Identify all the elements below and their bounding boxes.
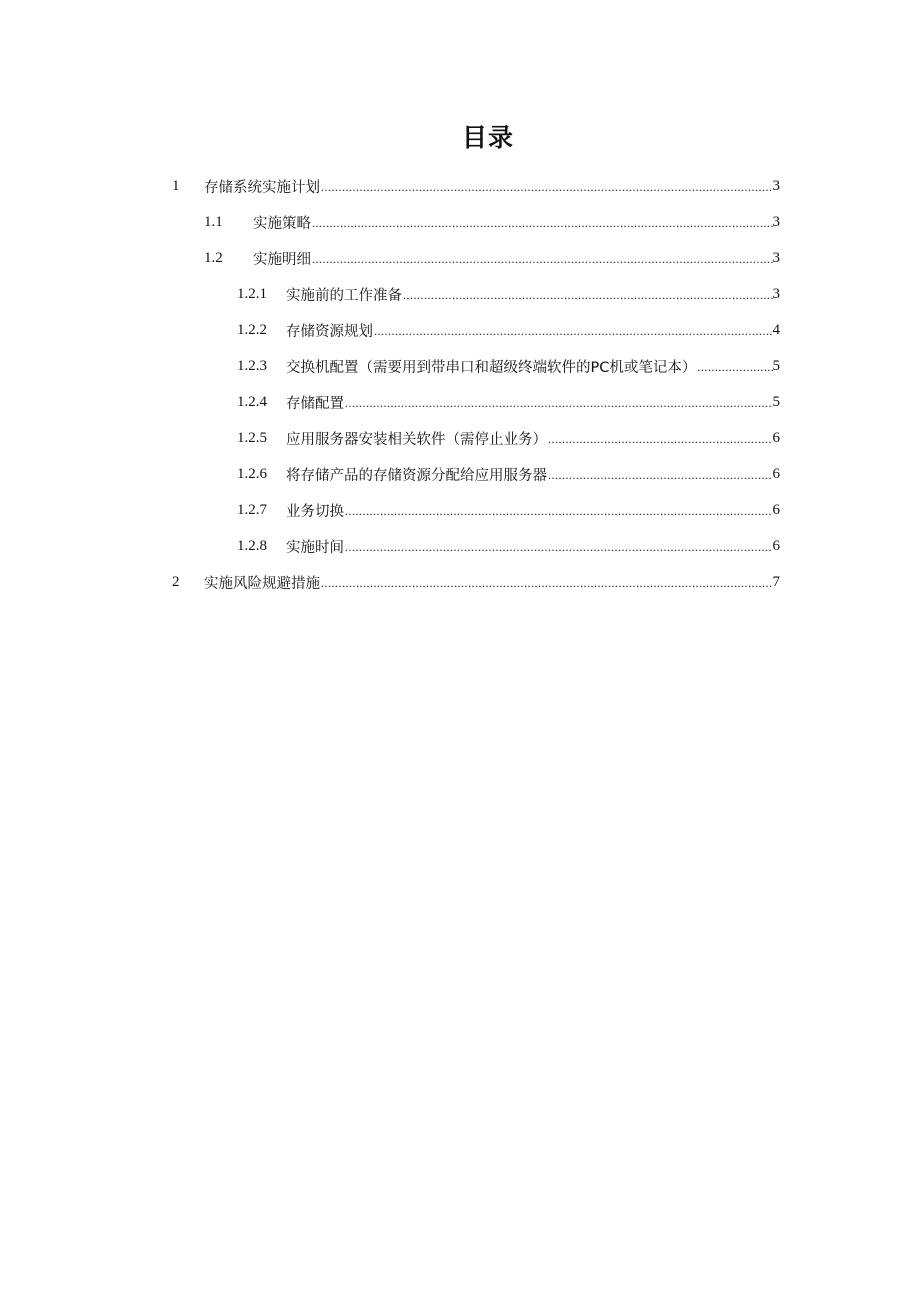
toc-entry-line: [253, 240, 780, 276]
toc-entry-page: 4: [772, 321, 780, 338]
toc-entry-page: 3: [772, 285, 780, 302]
toc-entry-page: 6: [772, 429, 780, 446]
toc-entry-number: 1: [172, 178, 180, 194]
toc-leader-dots: [320, 576, 773, 591]
toc-entry[interactable]: [0, 420, 920, 456]
toc-entry[interactable]: [0, 204, 920, 240]
toc-leader-dots: [696, 360, 772, 375]
toc-entry-text: 实施策略: [253, 215, 311, 232]
toc-entry-number: 1.1: [204, 214, 223, 230]
toc-entry-text: 存储资源规划: [286, 323, 373, 340]
toc-entry-text: 实施时间: [286, 539, 344, 556]
toc-entry-line: [286, 276, 780, 312]
toc-entry-number: 1.2: [204, 250, 223, 266]
toc-entry-number: 1.2.5: [237, 430, 267, 446]
toc-entry-line: [286, 384, 780, 420]
toc-entry-page: 6: [772, 537, 780, 554]
toc-entry[interactable]: [0, 168, 920, 204]
toc-leader-dots: [547, 468, 773, 483]
toc-title: 目录: [461, 123, 514, 152]
toc-entry[interactable]: [0, 564, 920, 600]
toc-entry-number: 1.2.7: [237, 502, 267, 518]
toc-entry-number: 1.2.2: [237, 322, 267, 338]
toc-leader-dots: [311, 216, 773, 231]
toc-entry-line: [286, 348, 780, 384]
toc-leader-dots: [402, 288, 773, 303]
toc-entry-page: 6: [772, 465, 780, 482]
toc-entry-line: [286, 492, 780, 528]
toc-entry-line: [286, 312, 780, 348]
toc-entry-page: 7: [772, 573, 780, 590]
toc-entry-number: 1.2.3: [237, 358, 267, 374]
toc-entry-text: 存储配置: [286, 395, 344, 412]
toc-entry-text: 实施明细: [253, 251, 311, 268]
toc-entry-number: 2: [172, 574, 180, 590]
toc-entry-number: 1.2.4: [237, 394, 267, 410]
toc-entry-line: [204, 564, 780, 600]
toc-leader-dots: [373, 324, 773, 339]
toc-entry-text: 实施前的工作准备: [286, 287, 402, 304]
toc-entry-line: [286, 456, 780, 492]
toc-entry[interactable]: [0, 348, 920, 384]
toc-entry-text: 将存储产品的存储资源分配给应用服务器: [286, 467, 547, 484]
toc-leader-dots: [320, 180, 773, 195]
toc-entry[interactable]: [0, 384, 920, 420]
toc-entry-text: 业务切换: [286, 503, 344, 520]
toc-leader-dots: [344, 504, 773, 519]
toc-entry[interactable]: [0, 276, 920, 312]
toc-entry-text: 实施风险规避措施: [204, 575, 320, 592]
toc-entry[interactable]: [0, 312, 920, 348]
toc-entry-line: [253, 204, 780, 240]
toc-leader-dots: [547, 432, 773, 447]
toc-entry-line: [286, 420, 780, 456]
toc-entry-page: 3: [772, 213, 780, 230]
toc-entry-text: 应用服务器安装相关软件（需停止业务）: [286, 431, 547, 448]
toc-leader-dots: [344, 540, 773, 555]
toc-leader-dots: [344, 396, 773, 411]
toc-entry-page: 6: [772, 501, 780, 518]
toc-list: [0, 168, 920, 600]
toc-entry-number: 1.2.8: [237, 538, 267, 554]
toc-entry[interactable]: [0, 240, 920, 276]
toc-entry-number: 1.2.1: [237, 286, 267, 302]
toc-entry[interactable]: [0, 528, 920, 564]
toc-entry[interactable]: [0, 456, 920, 492]
toc-entry-page: 5: [772, 393, 780, 410]
toc-entry-text: 存储系统实施计划: [204, 179, 320, 196]
toc-entry-number: 1.2.6: [237, 466, 267, 482]
toc-entry-page: 3: [772, 177, 780, 194]
toc-entry-page: 5: [772, 357, 780, 374]
toc-leader-dots: [311, 252, 773, 267]
toc-entry-page: 3: [772, 249, 780, 266]
toc-entry[interactable]: [0, 492, 920, 528]
toc-entry-text: 交换机配置（需要用到带串口和超级终端软件的PC机或笔记本）: [286, 359, 697, 376]
toc-entry-line: [204, 168, 780, 204]
toc-entry-line: [286, 528, 780, 564]
